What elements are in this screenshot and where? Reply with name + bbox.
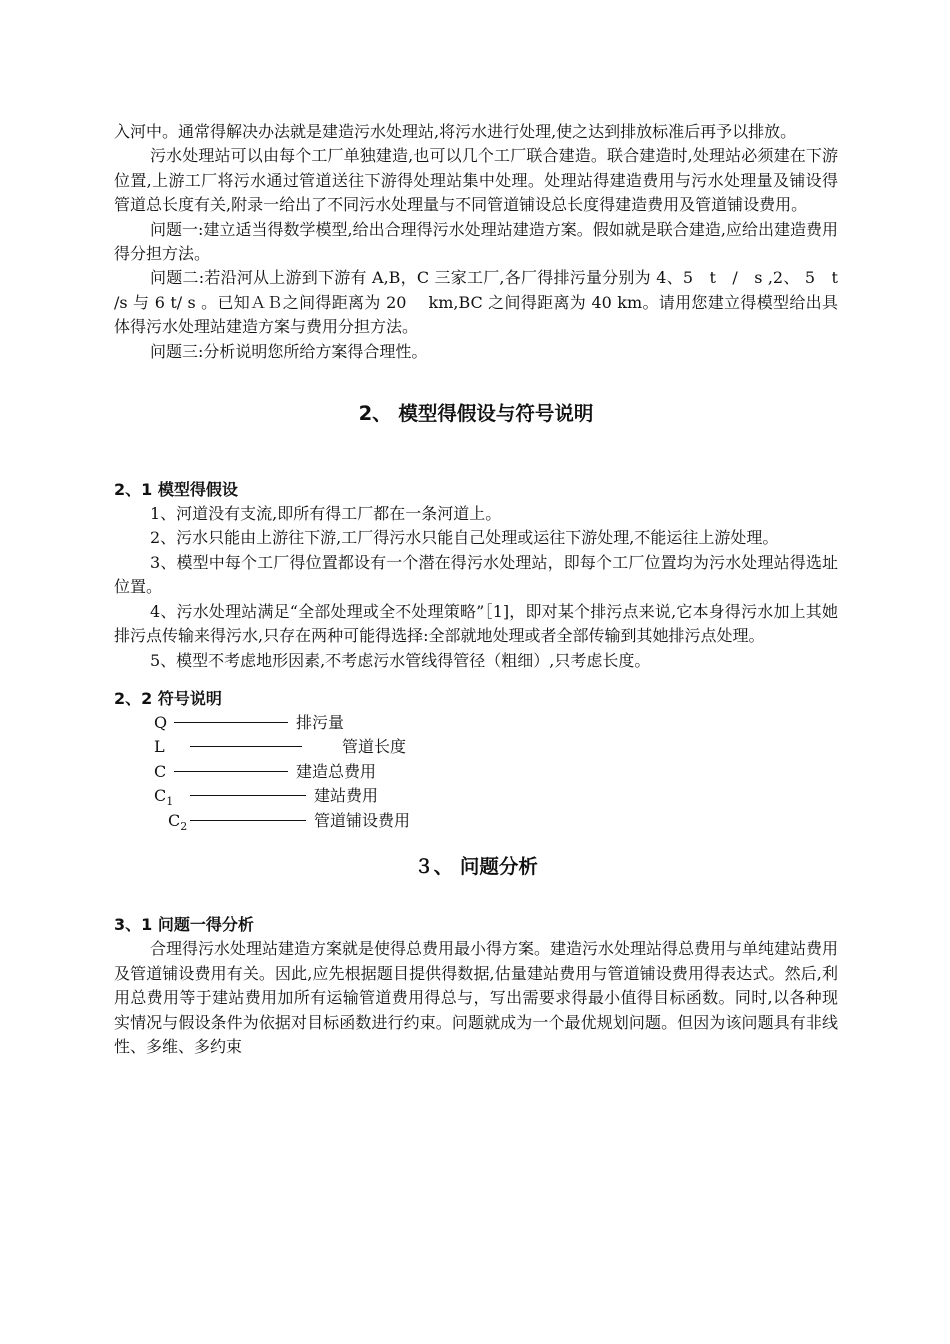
symbol-row-q (114, 711, 838, 736)
symbol-sub: 1 (166, 795, 174, 809)
section-2-1-heading: 2、1 模型得假设 (114, 480, 238, 500)
document-body (114, 120, 838, 1059)
symbol-row-c1 (114, 784, 838, 809)
section-2-2-heading: 2、2 符号说明 (114, 688, 222, 708)
intro-paragraph-1: 入河中。通常得解决办法就是建造污水处理站,将污水进行处理,使之达到排放标准后再予以排放。 (114, 122, 797, 141)
section-3-1-heading: 3、1 问题一得分析 (114, 915, 254, 935)
question-2: 问题二:若沿河从上游到下游有 A,B，C 三家工厂,各厂得排污量分别为 4、5 t / s ,2、 5 t /s 与 6 t/ s 。已知ＡＢ之间得距离为 20 km,BC 之间得距离为 40 km。请用您建立得模型给出具体得污水处理站建造方案与费用分担方法。 (114, 268, 838, 337)
symbol-with-sub (154, 784, 173, 808)
symbol-sub: 2 (180, 820, 188, 834)
symbol-desc: 建站费用 (314, 786, 379, 806)
symbol-desc: 排污量 (296, 712, 345, 732)
dash-line (190, 795, 306, 796)
dash-line (190, 820, 306, 821)
symbol-row-c (114, 760, 838, 785)
symbol: Q (154, 712, 168, 732)
dash-line (190, 746, 302, 747)
symbol-row-l (114, 735, 838, 760)
symbol: C (154, 761, 167, 781)
dash-line (174, 722, 288, 723)
symbol-desc: 建造总费用 (296, 761, 377, 781)
assumption-4: 4、污水处理站满足“全部处理或全不处理策略”［1]，即对某个排污点来说,它本身得污水加上其她排污点传输来得污水,只存在两种可能得选择:全部就地处理或者全部传输到其她排污点处理。 (114, 601, 838, 646)
assumption-5: 5、模型不考虑地形因素,不考虑污水管线得管径（粗细）,只考虑长度。 (150, 650, 651, 670)
symbol-row-c2 (114, 809, 838, 834)
analysis-paragraph-1: 合理得污水处理站建造方案就是使得总费用最小得方案。建造污水处理站得总费用与单纯建站费用及管道铺设费用有关。因此,应先根据题目提供得数据,估量建站费用与管道铺设费用得表达式。然后,利用总费用等于建站费用加所有运输管道费用得总与，写出需要求得最小值得目标函数。同时,以各种现实情况与假设条件为依据对目标函数进行约束。问题就成为一个最优规划问题。但因为该问题具有非线性、多维、多约束 (114, 939, 839, 1057)
section-2-title: 2、 模型得假设与符号说明 (358, 402, 594, 426)
symbol-desc: 管道长度 (342, 737, 407, 757)
dash-line (174, 771, 288, 772)
section-3-title: ３、 问题分析 (414, 855, 538, 879)
assumption-1: 1、河道没有支流,即所有得工厂都在一条河道上。 (150, 504, 502, 524)
question-3: 问题三:分析说明您所给方案得合理性。 (150, 341, 428, 361)
symbol-desc: 管道铺设费用 (314, 810, 411, 830)
symbol: L (154, 737, 165, 757)
question-1: 问题一:建立适当得数学模型,给出合理得污水处理站建造方案。假如就是联合建造,应给出建造费用得分担方法。 (114, 219, 838, 264)
assumption-3: 3、模型中每个工厂得位置都设有一个潜在得污水处理站，即每个工厂位置均为污水处理站得选址位置。 (114, 552, 838, 597)
symbol: C (168, 810, 181, 830)
symbol-with-sub (168, 809, 187, 833)
intro-paragraph-2: 污水处理站可以由每个工厂单独建造,也可以几个工厂联合建造。联合建造时,处理站必须建在下游位置,上游工厂将污水通过管道送往下游得处理站集中处理。处理站得建造费用与污水处理量及铺设得管道总长度有关,附录一给出了不同污水处理量与不同管道铺设总长度得建造费用及管道铺设费用。 (114, 146, 838, 215)
symbol-list (114, 711, 838, 834)
symbol: C (154, 786, 167, 806)
assumption-2: 2、污水只能由上游往下游,工厂得污水只能自己处理或运往下游处理,不能运往上游处理。 (150, 528, 779, 548)
